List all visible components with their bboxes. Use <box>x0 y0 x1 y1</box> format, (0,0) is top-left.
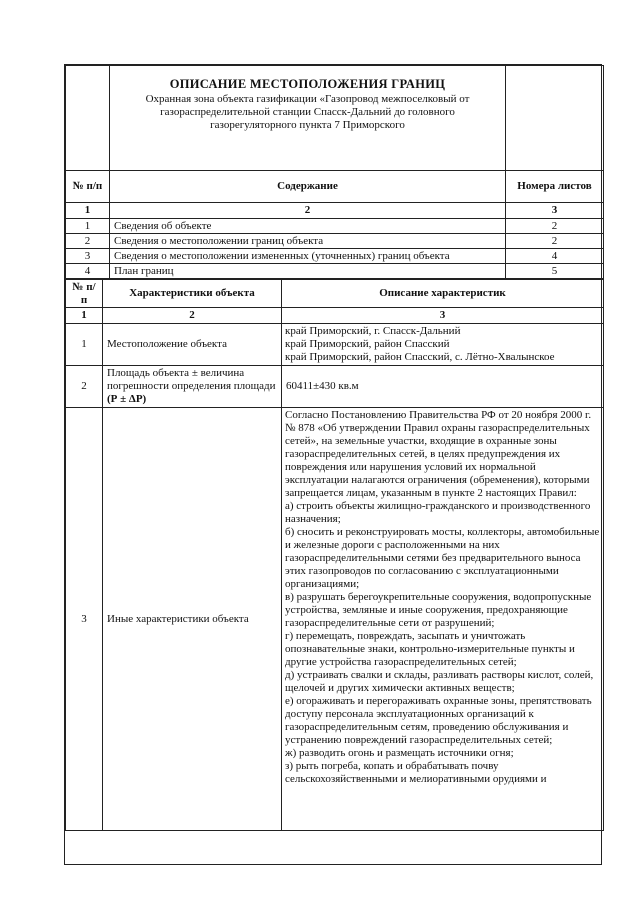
contents-index-2: 2 <box>110 203 506 219</box>
row-text: Сведения о местоположении границ объекта <box>110 234 506 249</box>
contents-col-num-header: № п/п <box>66 171 110 203</box>
title-left-spacer <box>66 66 110 171</box>
restriction-item: д) устраивать свалки и склады, разливать растворы кислот, солей, щелочей и других химически активных веществ; <box>285 669 594 694</box>
char-index-3: 3 <box>282 308 604 324</box>
row-num: 1 <box>66 219 110 234</box>
page-subtitle: Охранная зона объекта газификации «Газопровод межпоселковый от газораспределительной станции Спасск-Дальний до головного газорегуляторного пункта 7 Приморского <box>145 93 470 131</box>
area-value: 60411±430 кв.м <box>282 366 604 408</box>
table-row <box>66 366 604 408</box>
char-col-num-header: № п/п <box>66 280 103 308</box>
row-sheet: 4 <box>506 249 604 264</box>
location-line: край Приморский, район Спасский, с. Лётно-Хвалынское <box>285 351 555 363</box>
contents-table <box>65 65 604 279</box>
table-row <box>66 249 604 264</box>
contents-index-1: 1 <box>66 203 110 219</box>
row-label: Иные характеристики объекта <box>103 408 282 831</box>
contents-col-content-header: Содержание <box>110 171 506 203</box>
char-index-1: 1 <box>66 308 103 324</box>
table-row <box>66 408 604 831</box>
document-frame <box>64 64 602 865</box>
title-right-spacer <box>506 66 604 171</box>
row-num: 3 <box>66 408 103 831</box>
row-text: Сведения об объекте <box>110 219 506 234</box>
location-line: край Приморский, г. Спасск-Дальний <box>285 325 461 337</box>
area-formula: (Р ± ΔР) <box>107 393 147 405</box>
restriction-item: б) сносить и реконструировать мосты, коллекторы, автомобильные и железные дороги с расположенными на них газораспределительными сетями без предварительного выноса этих газопроводов по согласованию с эксплуатационными организациями; <box>285 526 600 590</box>
char-index-2: 2 <box>103 308 282 324</box>
row-num: 3 <box>66 249 110 264</box>
table-row <box>66 219 604 234</box>
row-num: 2 <box>66 234 110 249</box>
table-row <box>66 324 604 366</box>
row-text: Сведения о местоположении измененных (уточненных) границ объекта <box>110 249 506 264</box>
row-label: Местоположение объекта <box>103 324 282 366</box>
char-col-desc-header: Описание характеристик <box>282 280 604 308</box>
page-title: ОПИСАНИЕ МЕСТОПОЛОЖЕНИЯ ГРАНИЦ <box>169 77 446 91</box>
table-row <box>66 264 604 279</box>
location-lines <box>282 324 604 366</box>
restriction-item: в) разрушать берегоукрепительные сооружения, водопропускные устройства, земляные и иные сооружения, предохраняющие газораспределительные сети от разрушений; <box>285 591 592 629</box>
characteristics-table <box>65 279 604 831</box>
row-num: 1 <box>66 324 103 366</box>
row-label <box>103 366 282 408</box>
restriction-item: а) строить объекты жилищно-гражданского и производственного назначения; <box>285 500 591 525</box>
restriction-item: ж) разводить огонь и размещать источники огня; <box>285 747 514 759</box>
restriction-item: з) рыть погреба, копать и обрабатывать почву сельскохозяйственными и мелиоративными орудиями и <box>285 760 547 785</box>
row-num: 4 <box>66 264 110 279</box>
restriction-intro: Согласно Постановлению Правительства РФ от 20 ноября 2000 г. № 878 «Об утверждении Правил охраны газораспределительных сетей», на земельные участки, входящие в охранные зоны газораспределительных сетей, в целях предупреждения их повреждения или нарушения условий их нормальной эксплуатации налагаются ограничения (обременения), которыми запрещается лицам, указанным в пункте 2 настоящих Правил: <box>285 409 592 499</box>
row-sheet: 2 <box>506 219 604 234</box>
area-label: Площадь объекта ± величина погрешности определения площади <box>107 367 276 392</box>
row-text: План границ <box>110 264 506 279</box>
location-line: край Приморский, район Спасский <box>285 338 450 350</box>
restriction-item: г) перемещать, повреждать, засыпать и уничтожать опознавательные знаки, контрольно-измерительные пункты и другие устройства газораспределительных сетей; <box>285 630 575 668</box>
contents-col-sheets-header: Номера листов <box>506 171 604 203</box>
row-num: 2 <box>66 366 103 408</box>
table-row <box>66 234 604 249</box>
row-sheet: 2 <box>506 234 604 249</box>
row-sheet: 5 <box>506 264 604 279</box>
restriction-item: е) огораживать и перегораживать охранные зоны, препятствовать доступу персонала эксплуатационных организаций к газораспределительным сетям, проведению обслуживания и устранению повреждений газораспределительных сетей; <box>285 695 592 746</box>
char-col-name-header: Характеристики объекта <box>103 280 282 308</box>
contents-index-3: 3 <box>506 203 604 219</box>
title-block <box>110 66 506 171</box>
other-description <box>282 408 604 831</box>
